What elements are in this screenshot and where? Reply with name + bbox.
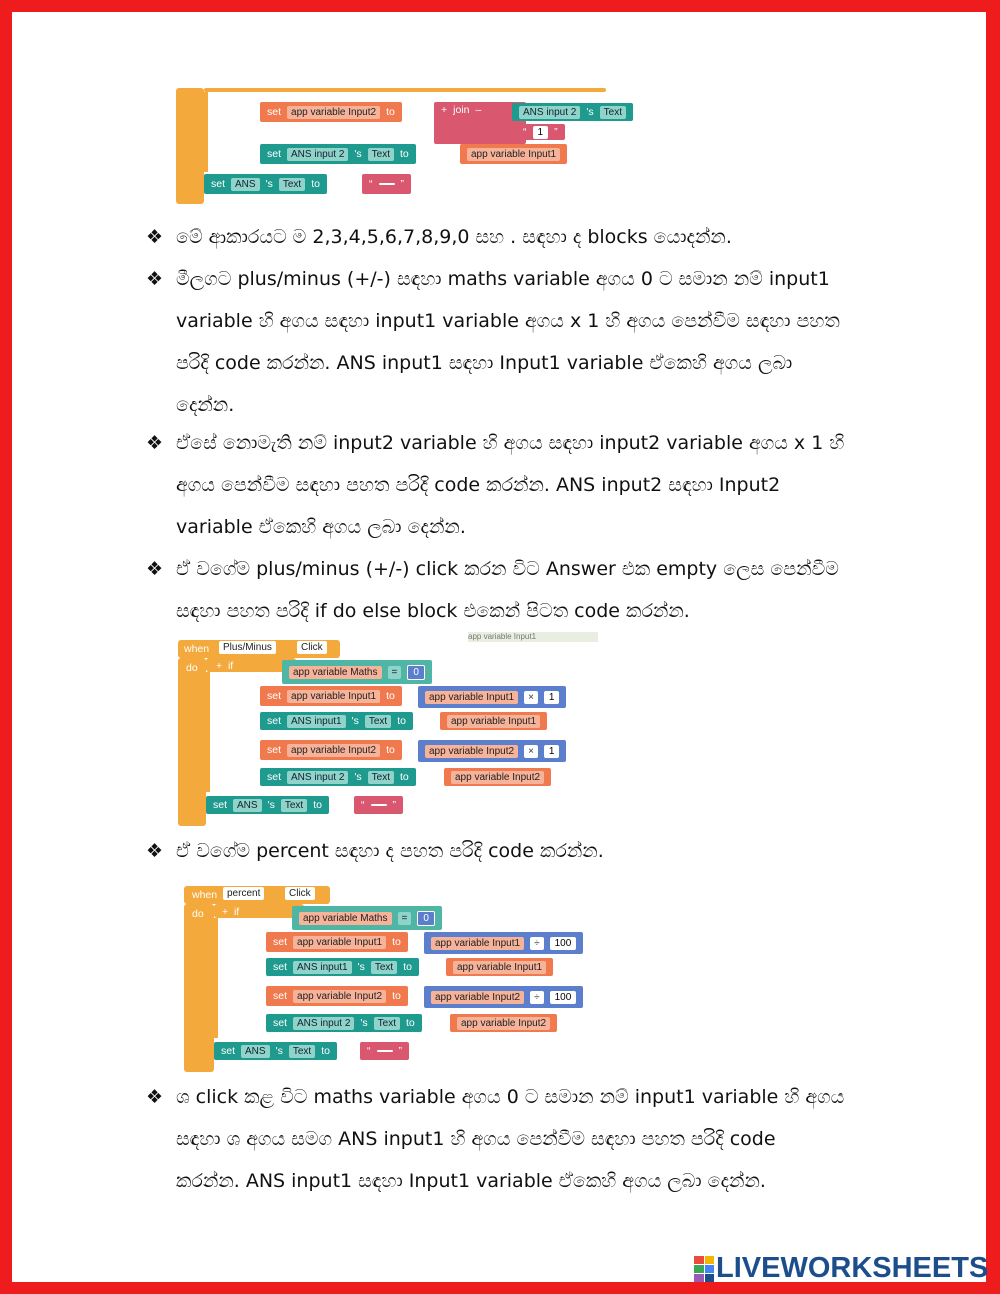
input1-getter: app variable Input1 bbox=[440, 712, 547, 730]
paragraph-6-line-1: ශ click කළ විට maths variable අගය 0 ට සමාන නම් input1 variable හි අගය bbox=[176, 1086, 845, 1108]
set-ans-text-row: set ANS 's Text to bbox=[214, 1042, 337, 1060]
join-block: + join – bbox=[434, 102, 526, 144]
bullet-icon: ❖ bbox=[146, 840, 164, 862]
else-label: else bbox=[213, 104, 233, 116]
bullet-icon: ❖ bbox=[146, 432, 164, 454]
partial-getter-hint: app variable Input1 bbox=[468, 632, 598, 642]
set-ans-input2-row: set ANS input 2 's Text to bbox=[260, 144, 416, 164]
empty-string-block: “ ” bbox=[354, 796, 403, 814]
set-ans-text-row: set ANS 's Text to bbox=[204, 174, 327, 194]
bullet-icon: ❖ bbox=[146, 226, 164, 248]
divide-block: app variable Input1 ÷ 100 bbox=[424, 932, 583, 954]
paragraph-3-line-2: අගය පෙන්වීම සඳහා පහත පරිදි code කරන්න. ANS input2 සඳහා Input2 bbox=[176, 474, 781, 496]
else-label: else – bbox=[214, 744, 245, 756]
input2-getter: app variable Input2 bbox=[450, 1014, 557, 1032]
paragraph-2-line-4: දෙන්න. bbox=[176, 394, 235, 416]
paragraph-3-line-1: ඒසේ නොමැති නම් input2 variable හි අගය සඳහා input2 variable අගය x 1 හි bbox=[176, 432, 845, 454]
paragraph-1-line-1: මේ ආකාරයට ම 2,3,4,5,6,7,8,9,0 සහ . සඳහා ද blocks යොදන්න. bbox=[176, 226, 732, 248]
set-input2-row: set app variable Input2 to bbox=[266, 986, 408, 1006]
else-label: else – bbox=[218, 990, 249, 1002]
compare-block: app variable Maths = 0 bbox=[292, 906, 442, 930]
paragraph-2-line-1: මීලගට plus/minus (+/-) සඳහා maths variable අගය 0 ට සමාන නම් input1 bbox=[176, 268, 830, 290]
empty-string-block: “ ” bbox=[360, 1042, 409, 1060]
set-ans-input1-row: set ANS input1 's Text to bbox=[260, 712, 413, 730]
event-name: Click bbox=[285, 887, 315, 900]
set-ans-text-row: set ANS 's Text to bbox=[206, 796, 329, 814]
do-label-inner: do bbox=[216, 688, 228, 700]
set-ans-input1-row: set ANS input1 's Text to bbox=[266, 958, 419, 976]
bullet-icon: ❖ bbox=[146, 1086, 164, 1108]
paragraph-2-line-2: variable හි අගය සඳහා input1 variable අගය x 1 හි අගය පෙන්වීම සඳහා පහත bbox=[176, 310, 840, 332]
liveworksheets-logo-icon bbox=[694, 1256, 714, 1282]
set-input2-row: set app variable Input2 to bbox=[260, 102, 402, 122]
logo-text: LIVEWORKSHEETS bbox=[716, 1252, 989, 1284]
set-input1-row: set app variable Input1 to bbox=[266, 932, 408, 952]
code-block-else-branch: else – set app variable Input2 to + join – ANS input 2 's Text “ 1 ” set ANS input 2 's Text to app variable Input1 set ANS 's Text to “ ” bbox=[176, 88, 666, 204]
set-input2-row: set app variable Input2 to bbox=[260, 740, 402, 760]
paragraph-3-line-3: variable ඒකෙහි අගය ලබා දෙන්න. bbox=[176, 516, 466, 538]
set-input1-row: set app variable Input1 to bbox=[260, 686, 402, 706]
paragraph-6-line-2: සඳහා ශ අගය සමග ANS input1 හි අගය පෙන්වීම සඳහා පහත පරිදි code bbox=[176, 1128, 776, 1150]
compare-block: app variable Maths = 0 bbox=[282, 660, 432, 684]
do-label: do bbox=[192, 908, 204, 920]
input1-getter: app variable Input1 bbox=[446, 958, 553, 976]
paragraph-4-line-1: ඒ වගේම plus/minus (+/-) click කරන විට Answer එක empty ලෙස පෙන්වීම bbox=[176, 558, 839, 580]
paragraph-2-line-3: පරිදි code කරන්න. ANS input1 සඳහා Input1 variable ඒකෙහි අගය ලබා bbox=[176, 352, 793, 374]
paragraph-5-line-1: ඒ වගේම percent සඳහා ද පහත පරිදි code කරන්න. bbox=[176, 840, 604, 862]
do-label: do bbox=[186, 662, 198, 674]
event-component: Plus/Minus bbox=[219, 641, 276, 654]
ans-input2-text-getter: ANS input 2 's Text bbox=[512, 103, 633, 121]
bullet-icon: ❖ bbox=[146, 558, 164, 580]
do-label-inner: do bbox=[220, 934, 232, 946]
paragraph-6-line-3: කරන්න. ANS input1 සඳහා Input1 variable ඒකෙහි අගය ලබා දෙන්න. bbox=[176, 1170, 766, 1192]
when-label: when bbox=[192, 889, 218, 901]
input1-getter: app variable Input1 bbox=[460, 144, 567, 164]
set-ans-input2-row: set ANS input 2 's Text to bbox=[266, 1014, 422, 1032]
string-1-block: “ 1 ” bbox=[516, 124, 565, 140]
bullet-icon: ❖ bbox=[146, 268, 164, 290]
multiply-block: app variable Input1 × 1 bbox=[418, 686, 566, 708]
code-block-plus-minus: app variable Input1 when Plus/Minus Click do + if app variable Maths = 0 do set app variable Input1 to app variable Input1 × 1 set ANS input1 's Text to app variable Input1 else – set app variable Input2 to app variable Input2 × 1 set ANS input 2 's Text to app variable Input2 set ANS 's Text to “ ” bbox=[178, 636, 624, 826]
empty-string-block: “ ” bbox=[362, 174, 411, 194]
divide-block-2: app variable Input2 ÷ 100 bbox=[424, 986, 583, 1008]
event-name: Click bbox=[297, 641, 327, 654]
when-label: when bbox=[184, 643, 210, 655]
event-component: percent bbox=[223, 887, 264, 900]
input2-getter: app variable Input2 bbox=[444, 768, 551, 786]
paragraph-4-line-2: සඳහා පහත පරිදි if do else block එකෙන් පිටත code කරන්න. bbox=[176, 600, 690, 622]
code-block-percent: when percent Click do + if app variable Maths = 0 do set app variable Input1 to app variable Input1 ÷ 100 set ANS input1 's Text to app variable Input1 else – set app variable Input2 to app variable Input2 ÷ 100 set ANS input 2 's Text to app variable Input2 set ANS 's Text to “ ” bbox=[184, 884, 638, 1072]
multiply-block-2: app variable Input2 × 1 bbox=[418, 740, 566, 762]
liveworksheets-logo bbox=[694, 1252, 988, 1285]
set-ans-input2-row: set ANS input 2 's Text to bbox=[260, 768, 416, 786]
